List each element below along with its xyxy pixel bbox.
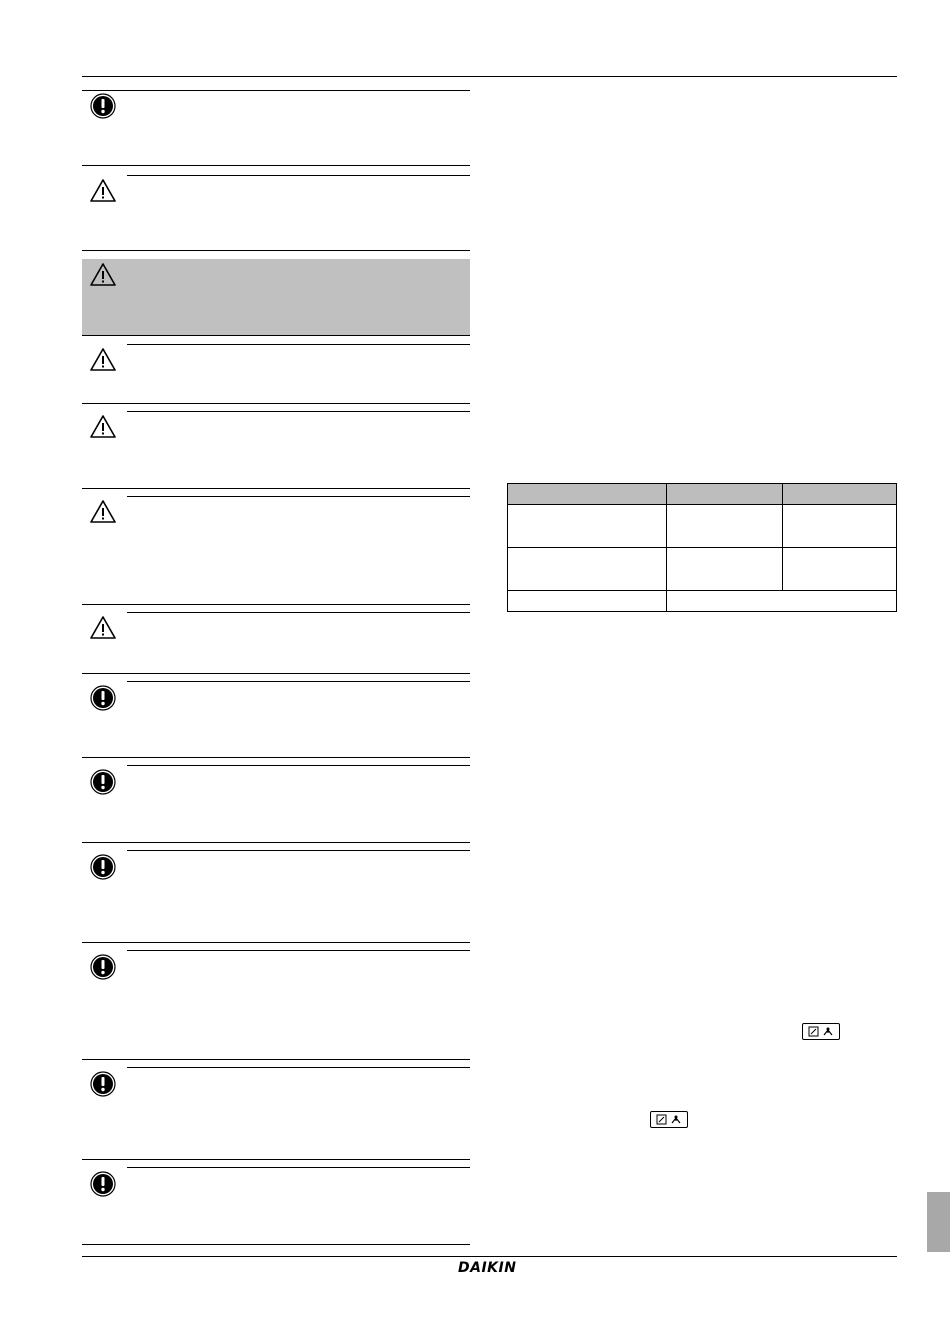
footer-rule <box>82 1256 897 1257</box>
notice-bottom-rule <box>82 1244 470 1245</box>
important-icon <box>90 93 116 119</box>
notice-top-rule <box>127 765 470 766</box>
important-icon <box>90 1071 116 1097</box>
spec-table <box>507 483 897 612</box>
notice-bottom-rule <box>82 673 470 674</box>
important-icon <box>90 854 116 880</box>
notice-bottom-rule <box>82 250 470 251</box>
notice-bottom-rule <box>82 757 470 758</box>
table-row <box>508 591 897 612</box>
caution-icon <box>90 499 116 525</box>
notice-top-rule <box>127 411 470 412</box>
operation-mode-button <box>802 1023 840 1040</box>
notice-top-rule <box>127 175 470 176</box>
table-cell <box>667 505 783 548</box>
notice-bottom-rule <box>82 165 470 166</box>
table-cell <box>508 591 667 612</box>
table-row <box>508 548 897 591</box>
notice-top-rule <box>127 1067 470 1068</box>
caution-icon <box>90 347 116 373</box>
operation-mode-button-icon <box>803 1024 839 1039</box>
table-cell <box>783 548 897 591</box>
notice-bottom-rule <box>82 942 470 943</box>
caution-icon <box>90 615 116 641</box>
table-header-row <box>508 484 897 505</box>
notice-bottom-rule <box>82 842 470 843</box>
important-icon <box>90 685 116 711</box>
caution-icon <box>90 414 116 440</box>
notice-bottom-rule <box>82 403 470 404</box>
caution-icon <box>90 178 116 204</box>
notice-top-rule <box>127 496 470 497</box>
header-rule <box>82 76 897 77</box>
notice-top-rule <box>127 681 470 682</box>
warning-icon <box>90 262 116 288</box>
notice-top-rule <box>127 1167 470 1168</box>
chapter-side-tab <box>927 1192 950 1252</box>
notice-top-rule <box>127 612 470 613</box>
notice-bottom-rule <box>82 1159 470 1160</box>
important-icon <box>90 769 116 795</box>
notice-top-rule <box>127 344 470 345</box>
table-cell <box>508 505 667 548</box>
notice-top-rule <box>127 950 470 951</box>
table-header-cell <box>783 484 897 505</box>
important-icon <box>90 954 116 980</box>
notice-bottom-rule <box>82 604 470 605</box>
table-header-cell <box>508 484 667 505</box>
warning-shaded-box <box>82 259 470 335</box>
table-cell <box>783 505 897 548</box>
operation-mode-button <box>650 1111 688 1128</box>
table-header-cell <box>667 484 783 505</box>
notice-top-rule <box>82 90 470 91</box>
brand-logo: DAIKIN <box>458 1260 517 1276</box>
table-row <box>508 505 897 548</box>
important-icon <box>90 1171 116 1197</box>
notice-bottom-rule <box>82 335 470 336</box>
table-cell <box>667 548 783 591</box>
table-cell <box>508 548 667 591</box>
operation-mode-button-icon <box>651 1112 687 1127</box>
notice-bottom-rule <box>82 1059 470 1060</box>
notice-top-rule <box>127 850 470 851</box>
notice-bottom-rule <box>82 488 470 489</box>
table-cell <box>667 591 897 612</box>
